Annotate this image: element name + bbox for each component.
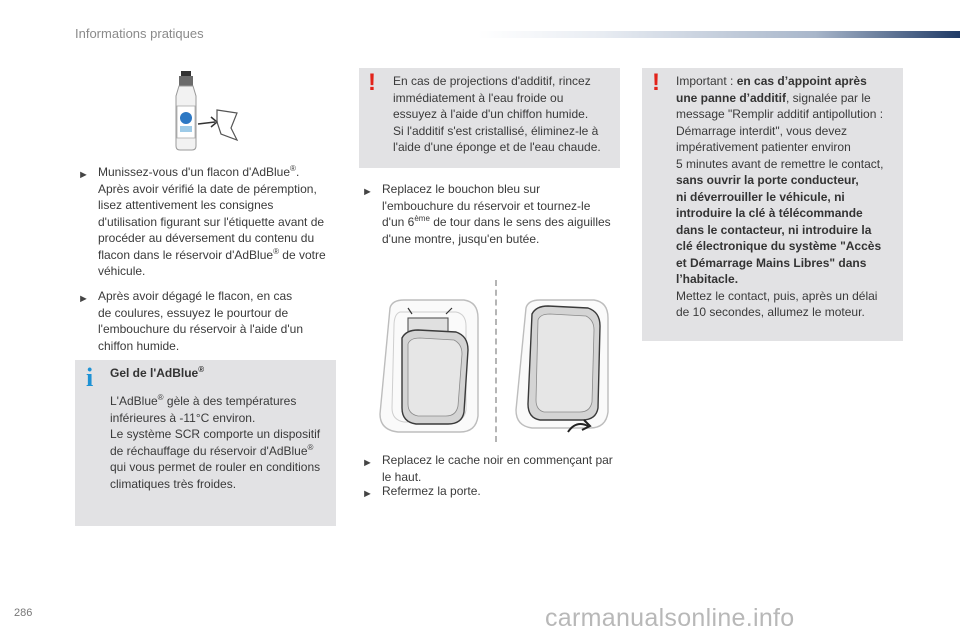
tank-cover-illustration-left <box>372 298 484 438</box>
bullet4-text: Replacez le cache noir en commençant par le haut. <box>382 453 613 484</box>
bullet-icon: ► <box>78 169 89 181</box>
illustration-divider <box>495 280 497 442</box>
bullet2-text: Après avoir dégagé le flacon, en cas de coulures, essuyez le pourtour de l'embouchure du réservoir à l'aide d'un chiffon humide. <box>98 289 303 353</box>
watermark-text: carmanualsonline.info <box>545 604 795 632</box>
info-icon: i <box>86 363 94 392</box>
warning-icon: ! <box>652 69 660 96</box>
page-number: 286 <box>14 607 33 619</box>
info-box-text: L'AdBlue® gèle à des températures inférieures à -11°C environ. Le système SCR comporte un dispositif de réchauffage du réservoir d'AdBlue® qui vous permet de rouler en conditions climatiques très froides. <box>110 393 321 491</box>
warning-icon: ! <box>368 69 376 96</box>
important-warning-text: Important : en cas d’appoint après une panne d’additif, signalée par le message "Remplir additif antipollution : Démarrage interdit", vous devez impérativement patienter environ 5 minutes avant de remettre le contact, sans ouvrir la porte conducteur, ni déverrouiller le véhicule, ni introduire la clé à télécommande dans le contacteur, ni introduire la clé électronique du système "Accès et Démarrage Mains Libres" dans l’habitacle. Mettez le contact, puis, après un délai de 10 secondes, allumez le moteur. <box>676 74 884 319</box>
bullet-icon: ► <box>362 186 373 198</box>
bullet5-text: Refermez la porte. <box>382 484 481 498</box>
bullet1-text: Munissez-vous d'un flacon d'AdBlue®. Après avoir vérifié la date de péremption, lisez attentivement les consignes d'utilisation figurant sur l'étiquette avant de procéder au déversement du contenu du flacon dans le réservoir d'AdBlue® de votre véhicule. <box>98 164 326 278</box>
bullet-icon: ► <box>362 457 373 469</box>
page-header-title: Informations pratiques <box>75 26 204 41</box>
tank-cover-illustration-right <box>510 298 615 438</box>
warning-box-text: En cas de projections d'additif, rincez immédiatement à l'eau froide ou essuyez à l'aide d'un chiffon humide. Si l'additif s'est cristallisé, éliminez-le à l'aide d'une éponge et de l'eau chaude. <box>393 74 601 154</box>
bullet-icon: ► <box>78 293 89 305</box>
header-gradient-bar <box>478 31 960 38</box>
bullet3-text: Replacez le bouchon bleu sur l'embouchure du réservoir et tournez-le d'un 6ème de tour dans le sens des aiguilles d'une montre, jusqu'en butée. <box>382 182 611 246</box>
bullet-icon: ► <box>362 488 373 500</box>
info-box-title: Gel de l'AdBlue® <box>110 365 205 380</box>
adblue-bottle-illustration <box>165 68 245 153</box>
